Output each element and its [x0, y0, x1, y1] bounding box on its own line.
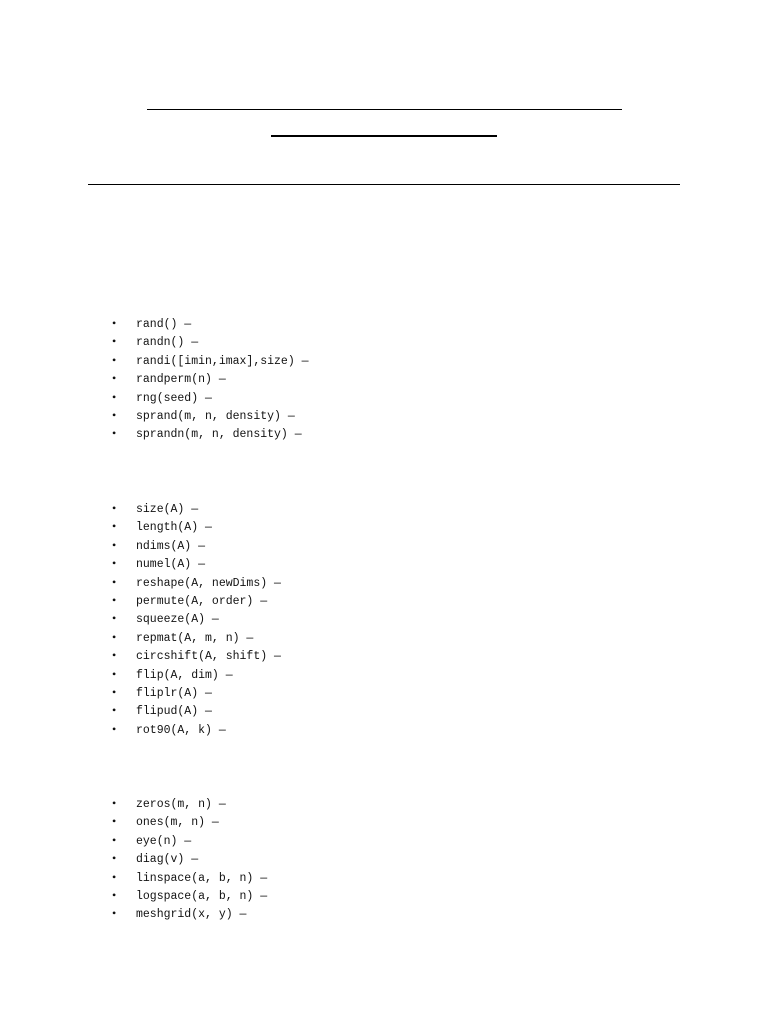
list-item	[112, 794, 267, 812]
bullet-icon: •	[112, 371, 117, 386]
function-signature: permute(A, order) —	[136, 594, 268, 608]
list-item	[112, 683, 281, 701]
function-signature: randperm(n) —	[136, 373, 226, 387]
bullet-icon: •	[112, 684, 117, 699]
list-item	[112, 886, 267, 904]
bullet-icon: •	[112, 906, 117, 921]
list-item	[112, 351, 309, 369]
bullet-icon: •	[112, 869, 117, 884]
function-signature: randn() —	[136, 336, 199, 350]
header-rule-middle	[271, 135, 497, 137]
function-signature: length(A) —	[136, 521, 212, 535]
list-item	[112, 720, 281, 738]
function-signature: sprand(m, n, density) —	[136, 409, 295, 423]
list-item	[112, 424, 309, 442]
bullet-icon: •	[112, 666, 117, 681]
bullet-icon: •	[112, 556, 117, 571]
list-item	[112, 591, 281, 609]
bullet-icon: •	[112, 721, 117, 736]
function-signature: ndims(A) —	[136, 539, 206, 553]
list-item	[112, 499, 281, 517]
function-signature: rot90(A, k) —	[136, 723, 226, 737]
function-signature: linspace(a, b, n) —	[136, 871, 268, 885]
bullet-icon: •	[112, 629, 117, 644]
bullet-icon: •	[112, 316, 117, 330]
creation-functions-list	[112, 794, 267, 923]
bullet-icon: •	[112, 648, 117, 663]
list-item	[112, 517, 281, 535]
function-signature: zeros(m, n) —	[136, 798, 226, 811]
function-signature: size(A) —	[136, 503, 199, 516]
bullet-icon: •	[112, 611, 117, 626]
bullet-icon: •	[112, 389, 117, 404]
random-functions-list	[112, 314, 309, 443]
list-item	[112, 904, 267, 922]
function-signature: reshape(A, newDims) —	[136, 576, 281, 590]
list-item	[112, 554, 281, 572]
function-signature: diag(v) —	[136, 853, 199, 867]
function-signature: sprandn(m, n, density) —	[136, 428, 302, 442]
function-signature: fliplr(A) —	[136, 686, 212, 700]
list-item	[112, 369, 309, 387]
list-item	[112, 388, 309, 406]
bullet-icon: •	[112, 334, 117, 349]
list-item	[112, 665, 281, 683]
function-signature: rand() —	[136, 318, 192, 331]
list-item	[112, 573, 281, 591]
function-signature: logspace(a, b, n) —	[136, 889, 268, 903]
bullet-icon: •	[112, 703, 117, 718]
header-rule-bottom	[88, 184, 680, 185]
bullet-icon: •	[112, 814, 117, 829]
list-item	[112, 332, 309, 350]
function-signature: rng(seed) —	[136, 391, 212, 405]
array-functions-list	[112, 499, 281, 738]
list-item	[112, 646, 281, 664]
function-signature: repmat(A, m, n) —	[136, 631, 254, 645]
function-signature: eye(n) —	[136, 834, 192, 848]
bullet-icon: •	[112, 887, 117, 902]
header-rule-top	[147, 109, 622, 110]
list-item	[112, 868, 267, 886]
list-item	[112, 831, 267, 849]
function-signature: numel(A) —	[136, 558, 206, 572]
function-signature: flipud(A) —	[136, 705, 212, 719]
bullet-icon: •	[112, 407, 117, 422]
bullet-icon: •	[112, 352, 117, 367]
function-signature: squeeze(A) —	[136, 613, 219, 627]
function-signature: randi([imin,imax],size) —	[136, 354, 309, 368]
bullet-icon: •	[112, 574, 117, 589]
list-item	[112, 812, 267, 830]
bullet-icon: •	[112, 851, 117, 866]
list-item	[112, 314, 309, 332]
function-signature: meshgrid(x, y) —	[136, 908, 247, 922]
function-signature: circshift(A, shift) —	[136, 650, 281, 664]
list-item	[112, 849, 267, 867]
function-signature: flip(A, dim) —	[136, 668, 233, 682]
bullet-icon: •	[112, 537, 117, 552]
bullet-icon: •	[112, 519, 117, 534]
list-item	[112, 628, 281, 646]
function-signature: ones(m, n) —	[136, 816, 219, 830]
bullet-icon: •	[112, 426, 117, 441]
bullet-icon: •	[112, 796, 117, 810]
list-item	[112, 536, 281, 554]
bullet-icon: •	[112, 592, 117, 607]
list-item	[112, 609, 281, 627]
bullet-icon: •	[112, 501, 117, 515]
list-item	[112, 406, 309, 424]
bullet-icon: •	[112, 832, 117, 847]
list-item	[112, 701, 281, 719]
